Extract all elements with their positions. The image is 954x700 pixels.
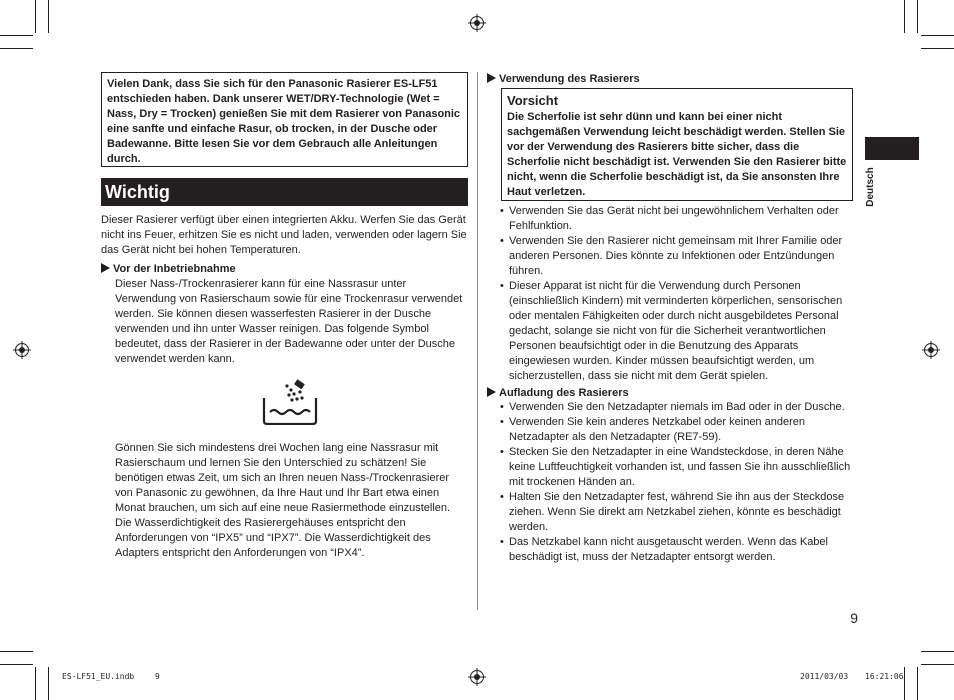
caution-title: Vorsicht xyxy=(507,93,559,108)
list-item: • Verwenden Sie den Netzadapter niemals im Bad oder in der Dusche. xyxy=(500,400,852,415)
intro-box xyxy=(101,72,468,167)
page-number: 9 xyxy=(850,610,858,626)
crop-mark xyxy=(35,0,36,33)
charging-title: Aufladung des Rasierers xyxy=(499,387,629,399)
registration-mark-icon xyxy=(13,341,31,359)
list-item: • Verwenden Sie kein anderes Netzkabel oder keinen anderen Netzadapter als den Netzadapter (RE7-59). xyxy=(500,415,852,445)
registration-mark-icon xyxy=(468,14,486,32)
before-use-text: Dieser Nass-/Trockenrasierer kann für eine Nassrasur unter Verwendung von Rasierschaum sowie für eine Trockenrasur verwendet werden. Sie können diesen wasserfesten Rasierer in der Dusche verwenden und ihn unter Wasser reinigen. Das folgende Symbol bedeutet, dass der Rasierer in der Badewanne oder unter der Dusche verwendet werden kann. xyxy=(115,278,463,365)
registration-mark-icon xyxy=(922,341,940,359)
battery-warning-text: Dieser Rasierer verfügt über einen integrierten Akku. Werfen Sie das Gerät nicht ins Feuer, erhitzen Sie es nicht und laden, verwenden oder lagern Sie das Gerät nicht bei hohen Temperaturen. xyxy=(101,214,467,256)
registration-mark-icon xyxy=(468,668,486,686)
crop-mark xyxy=(917,0,918,33)
caution-text: Die Scherfolie ist sehr dünn und kann bei einer nicht sachgemäßen Verwendung leicht beschädigt werden. Stellen Sie vor der Verwendung des Rasierers bitte sicher, dass die Scherfolie nicht beschädigt ist. Verwenden Sie den Rasierer bitte nicht, wenn die Scherfolie beschädigt ist, da Sie ansonsten Ihre Haut verletzen. xyxy=(507,111,847,198)
crop-mark xyxy=(48,667,49,700)
crop-mark xyxy=(921,664,954,665)
triangle-bullet-icon xyxy=(487,73,496,83)
crop-mark xyxy=(904,0,905,33)
column-divider xyxy=(477,72,478,610)
list-item: • Verwenden Sie den Rasierer nicht gemeinsam mit Ihrer Familie oder anderen Personen. Dies könnte zu Infektionen oder Entzündungen führen. xyxy=(500,234,852,279)
footer-date: 2011/03/03 xyxy=(800,672,849,681)
crop-mark xyxy=(921,651,954,652)
crop-mark xyxy=(48,0,49,33)
list-item: • Halten Sie den Netzadapter fest, während Sie ihn aus der Steckdose ziehen. Wenn Sie direkt am Netzkabel ziehen, könnte es beschädigt werden. xyxy=(500,490,852,535)
charging-bullet-list xyxy=(500,400,852,565)
wet-shave-text: Gönnen Sie sich mindestens drei Wochen lang eine Nassrasur mit Rasierschaum und lernen Sie den Unterschied zu schätzen! Sie benötigen etwas Zeit, um sich an Ihren neuen Nass-/Trockenrasierer von Panasonic zu gewöhnen, da Ihre Haut und Ihr Bart etwa einen Monat brauchen, um sich auf eine neue Rasiermethode einzustellen. Die Wasserdichtigkeit des Rasierergehäuses entspricht den Anforderungen von “IPX5” und “IPX7”. Die Wasserdichtigkeit des Adapters entspricht den Anforderungen von “IPX4”. xyxy=(115,442,451,559)
crop-mark xyxy=(35,667,36,700)
usage-heading xyxy=(487,72,847,87)
before-use-heading xyxy=(101,262,461,277)
triangle-bullet-icon xyxy=(487,387,496,397)
usage-title: Verwendung des Rasierers xyxy=(499,73,640,85)
crop-mark xyxy=(0,664,33,665)
crop-mark xyxy=(0,48,33,49)
crop-mark xyxy=(921,35,954,36)
crop-mark xyxy=(917,667,918,700)
charging-heading xyxy=(487,386,847,401)
shower-bath-icon xyxy=(261,379,319,425)
footer-file: ES-LF51_EU.indb xyxy=(62,672,135,681)
language-label: Deutsch xyxy=(865,167,876,207)
heading-text: Wichtig xyxy=(105,182,170,202)
crop-mark xyxy=(0,35,33,36)
list-item: • Verwenden Sie das Gerät nicht bei ungewöhnlichem Verhalten oder Fehlfunktion. xyxy=(500,204,852,234)
section-heading xyxy=(101,178,468,206)
intro-text: Vielen Dank, dass Sie sich für den Panasonic Rasierer ES-LF51 entschieden haben. Dank unserer WET/DRY-Technologie (Wet = Nass, Dry = Trocken) genießen Sie mit dem Rasierer von Panasonic eine sanfte und einfache Rasur, ob trocken, in der Dusche oder Badewanne. Bitte lesen Sie vor dem Gebrauch alle Anleitungen durch. xyxy=(107,78,461,165)
usage-bullet-list xyxy=(500,204,852,384)
language-tab xyxy=(865,137,919,160)
footer-file-page: 9 xyxy=(155,672,160,681)
crop-mark xyxy=(904,667,905,700)
list-item: • Dieser Apparat ist nicht für die Verwendung durch Personen (einschließlich Kindern) mit verminderten körperlichen, sensorischen oder mentalen Fähigkeiten oder durch nicht ausgebildetes Personal gedacht, solange sie nicht von für die Sicherheit verantwortlichen Personen beaufsichtigt oder in die Benutzung des Apparats eingewiesen wurden. Kinder müssen beaufsichtigt werden, um sicherzustellen, dass sie nicht mit dem Gerät spielen. xyxy=(500,279,852,384)
before-use-title: Vor der Inbetriebnahme xyxy=(113,263,236,275)
crop-mark xyxy=(0,651,33,652)
triangle-bullet-icon xyxy=(101,263,110,273)
crop-mark xyxy=(921,48,954,49)
caution-box xyxy=(501,88,853,201)
list-item: • Stecken Sie den Netzadapter in eine Wandsteckdose, in deren Nähe keine Luftfeuchtigkeit vorhanden ist, und fassen Sie ihn ausschließlich mit trockenen Händen an. xyxy=(500,445,852,490)
footer-time: 16:21:06 xyxy=(865,672,904,681)
list-item: • Das Netzkabel kann nicht ausgetauscht werden. Wenn das Kabel beschädigt ist, muss der Netzadapter entsorgt werden. xyxy=(500,535,852,565)
